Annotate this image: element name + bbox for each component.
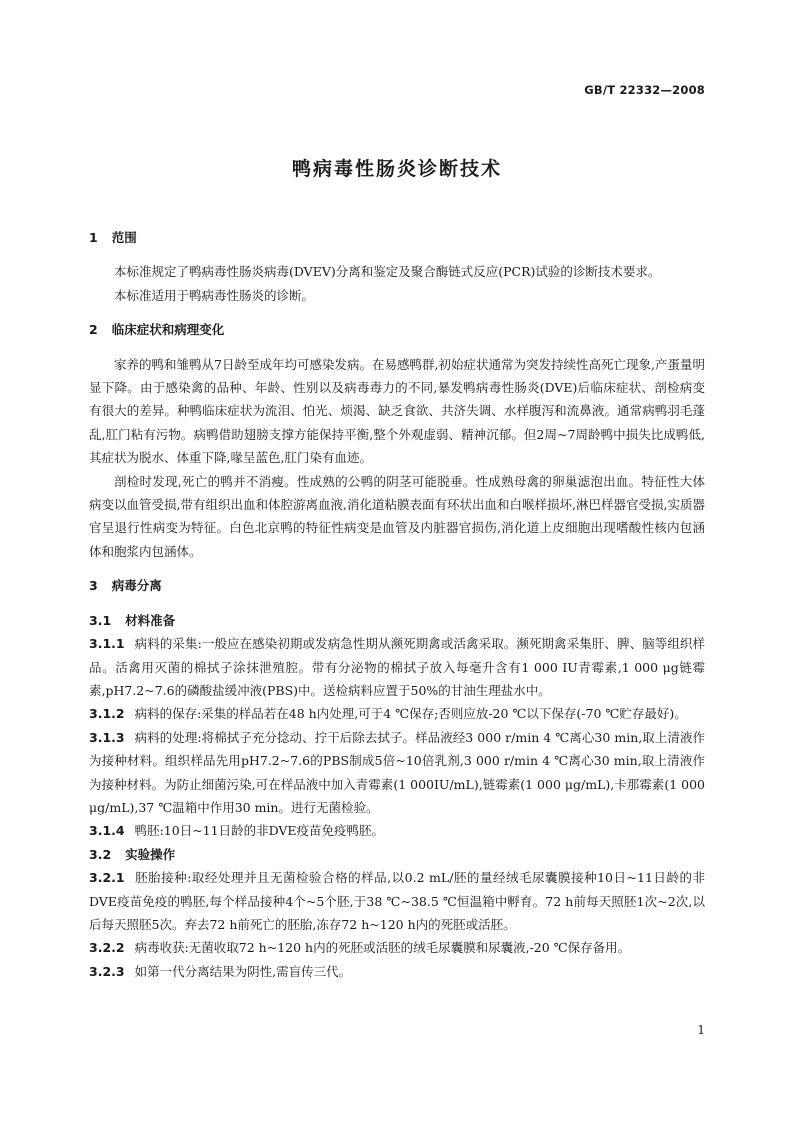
section-number: 1 [89, 230, 98, 245]
section-title: 病毒分离 [111, 578, 162, 594]
subsection-number: 3.2 [89, 846, 112, 862]
clause-number: 3.2.3 [89, 963, 125, 979]
paragraph: 剖检时发现,死亡的鸭并不消瘦。性成熟的公鸭的阴茎可能脱垂。性成熟母禽的卵巢滤泡出血。特征性大体病变以血管受损,带有组织出血和体腔游离血液,消化道粘膜表面有环状出血和白喉样损坏,淋巴样器官受损,实质器官呈退行性病变为特征。白色北京鸭的特征性病变是血管及内脏器官损伤,消化道上皮细胞出现嗜酸性核内包涵体和胞浆内包涵体。 [89, 473, 705, 559]
clause-3-1-4 [89, 819, 705, 842]
clause-text: 如第一代分离结果为阴性,需盲传三代。 [134, 963, 352, 979]
clause-text: 鸭胚:10日~11日龄的非DVE疫苗免疫鸭胚。 [134, 823, 385, 839]
subsection-title: 实验操作 [125, 846, 176, 862]
standard-code: GB/T 22332—2008 [584, 83, 705, 97]
clause-3-2-3 [89, 960, 705, 983]
subsection-title: 材料准备 [125, 612, 176, 628]
paragraph: 本标准规定了鸭病毒性肠炎病毒(DVEV)分离和鉴定及聚合酶链式反应(PCR)试验的诊断技术要求。 [114, 264, 661, 280]
section-title: 范围 [111, 230, 137, 245]
clause-3-2-2 [89, 936, 705, 959]
subsection-3-1-heading [89, 609, 705, 632]
clause-text: 病料的保存:采集的样品若在48 h内处理,可于4 ℃保存;否则应放-20 ℃以下保存(-70 ℃贮存最好)。 [134, 706, 687, 722]
paragraph: 本标准适用于鸭病毒性肠炎的诊断。 [114, 287, 315, 303]
clause-3-1-3 [89, 726, 705, 820]
clause-3-1-2 [89, 702, 705, 725]
clause-number: 3.1.3 [89, 729, 125, 745]
document-title: 鸭病毒性肠炎诊断技术 [291, 158, 502, 180]
subsection-number: 3.1 [89, 612, 112, 628]
section-number: 3 [89, 578, 98, 594]
clause-number: 3.1.4 [89, 823, 125, 839]
section-1-heading [89, 226, 705, 249]
clause-3-2-1 [89, 866, 705, 936]
clause-text: 病料的处理:将棉拭子充分捻动、拧干后除去拭子。样品液经3 000 r/min 4 ℃离心30 min,取上清液作为接种材料。组织样品先用pH7.2~7.6的PBS制成5倍~10倍乳剂,3 000 r/min 4 ℃离心30 min,取上清液作为接种材料。为防止细菌污染,可在样品液中加入青霉素(1 000IU/mL),链霉素(1 000 μg/mL),卡那霉素(1 000 μg/mL),37 ℃温箱中作用30 min。进行无菌检验。 [89, 729, 705, 815]
clause-number: 3.1.1 [89, 636, 125, 652]
section-3-heading [89, 574, 705, 597]
section-2-heading [89, 318, 705, 341]
page-number: 1 [697, 1023, 705, 1037]
subsection-3-2-heading [89, 843, 705, 866]
clause-number: 3.1.2 [89, 706, 125, 722]
paragraph: 家养的鸭和雏鸭从7日龄至成年均可感染发病。在易感鸭群,初始症状通常为突发持续性高死亡现象,产蛋量明显下降。由于感染禽的品种、年龄、性别以及病毒毒力的不同,暴发鸭病毒性肠炎(DVE)后临床症状、剖检病变有很大的差异。种鸭临床症状为流泪、怕光、烦渴、缺乏食欲、共济失调、水样腹泻和流鼻液。通常病鸭羽毛蓬乱,肛门粘有污物。病鸭借助翅膀支撑方能保持平衡,整个外观虚弱、精神沉郁。但2周~7周龄鸭中损失比成鸭低,其症状为脱水、体重下降,喙呈蓝色,肛门染有血迹。 [89, 356, 705, 466]
section-number: 2 [89, 322, 98, 338]
clause-text: 病毒收获:无菌收取72 h~120 h内的死胚或活胚的绒毛尿囊膜和尿囊液,-20 ℃保存备用。 [134, 940, 631, 956]
clause-text: 胚胎接种:取经处理并且无菌检验合格的样品,以0.2 mL/胚的量经绒毛尿囊膜接种10日~11日龄的非DVE疫苗免疫的鸭胚,每个样品接种4个~5个胚,于38 ℃~38.5 ℃恒温箱中孵育。72 h前每天照胚1次~2次,以后每天照胚5次。弃去72 h前死亡的胚胎,冻存72 h~120 h内的死胚或活胚。 [89, 870, 705, 932]
clause-number: 3.2.2 [89, 940, 125, 956]
section-title: 临床症状和病理变化 [111, 322, 225, 338]
clause-text: 病料的采集:一般应在感染初期或发病急性期从濒死期禽或活禽采取。濒死期禽采集肝、脾、脑等组织样品。活禽用灭菌的棉拭子涂抹泄殖腔。带有分泌物的棉拭子放入每毫升含有1 000 IU青霉素,1 000 μg链霉素,pH7.2~7.6的磷酸盐缓冲液(PBS)中。送检病料应置于50%的甘油生理盐水中。 [89, 636, 705, 698]
clause-3-1-1 [89, 632, 705, 702]
clause-number: 3.2.1 [89, 870, 125, 886]
document-body [89, 226, 705, 983]
